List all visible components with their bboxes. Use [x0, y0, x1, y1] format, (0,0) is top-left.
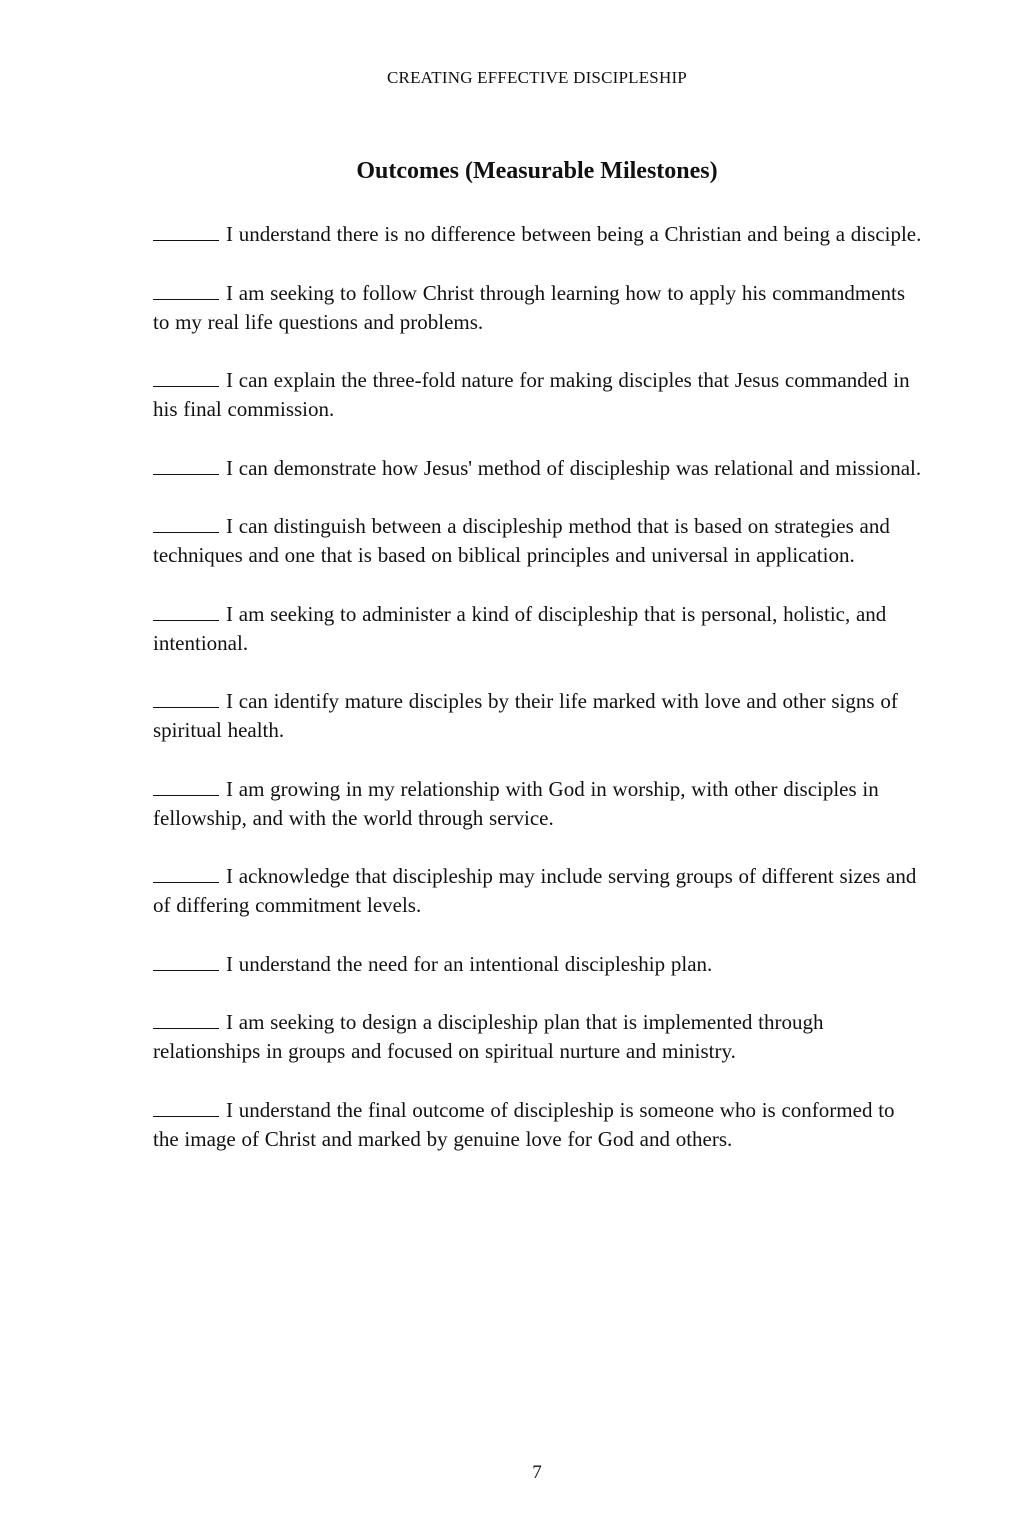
checkbox-blank-line[interactable] — [153, 368, 219, 387]
milestone-text: I am seeking to design a discipleship plan that is implemented through relationships in groups and focused on spiritual nurture and ministry. — [153, 1010, 824, 1063]
checkbox-blank-line[interactable] — [153, 222, 219, 241]
milestone-item — [153, 279, 923, 337]
milestone-list — [153, 220, 923, 1183]
checkbox-blank-line[interactable] — [153, 1010, 219, 1029]
page-title: Outcomes (Measurable Milestones) — [356, 158, 718, 184]
running-header: CREATING EFFECTIVE DISCIPLESHIP — [387, 68, 687, 87]
milestone-item — [153, 862, 923, 920]
milestone-item — [153, 775, 923, 833]
milestone-text: I understand the need for an intentional discipleship plan. — [226, 951, 713, 976]
milestone-text: I am seeking to administer a kind of discipleship that is personal, holistic, and intentional. — [153, 601, 887, 655]
milestone-text: I am seeking to follow Christ through learning how to apply his commandments to my real life questions and problems. — [153, 280, 906, 334]
milestone-text: I acknowledge that discipleship may include serving groups of different sizes and of differing commitment levels. — [153, 864, 917, 917]
checkbox-blank-line[interactable] — [153, 456, 219, 475]
checkbox-blank-line[interactable] — [153, 689, 219, 708]
milestone-text: I understand there is no difference between being a Christian and being a disciple. — [226, 222, 922, 246]
checkbox-blank-line[interactable] — [153, 514, 219, 533]
checkbox-blank-line[interactable] — [153, 777, 219, 796]
milestone-text: I am growing in my relationship with God in worship, with other disciples in fellowship, and with the world through service. — [153, 776, 879, 830]
checkbox-blank-line[interactable] — [153, 1098, 219, 1117]
checkbox-blank-line[interactable] — [153, 602, 219, 621]
milestone-item — [153, 687, 923, 745]
page-number: 7 — [532, 1462, 542, 1483]
milestone-item — [153, 454, 923, 483]
milestone-item — [153, 600, 923, 658]
milestone-item — [153, 1008, 923, 1066]
milestone-text: I can demonstrate how Jesus' method of discipleship was relational and missional. — [226, 455, 922, 480]
milestone-item — [153, 950, 923, 979]
milestone-text: I can identify mature disciples by their life marked with love and other signs of spiritual health. — [153, 689, 898, 742]
milestone-item — [153, 512, 923, 570]
milestone-item — [153, 1096, 923, 1154]
milestone-text: I can distinguish between a discipleship method that is based on strategies and techniques and one that is based on biblical principles and universal in application. — [153, 514, 890, 567]
checkbox-blank-line[interactable] — [153, 281, 219, 300]
checkbox-blank-line[interactable] — [153, 864, 219, 883]
milestone-text: I can explain the three-fold nature for making disciples that Jesus commanded in his final commission. — [153, 368, 910, 421]
milestone-item — [153, 220, 923, 249]
milestone-text: I understand the final outcome of discipleship is someone who is conformed to the image of Christ and marked by genuine love for God and others. — [153, 1097, 895, 1151]
checkbox-blank-line[interactable] — [153, 952, 219, 971]
milestone-item — [153, 366, 923, 424]
